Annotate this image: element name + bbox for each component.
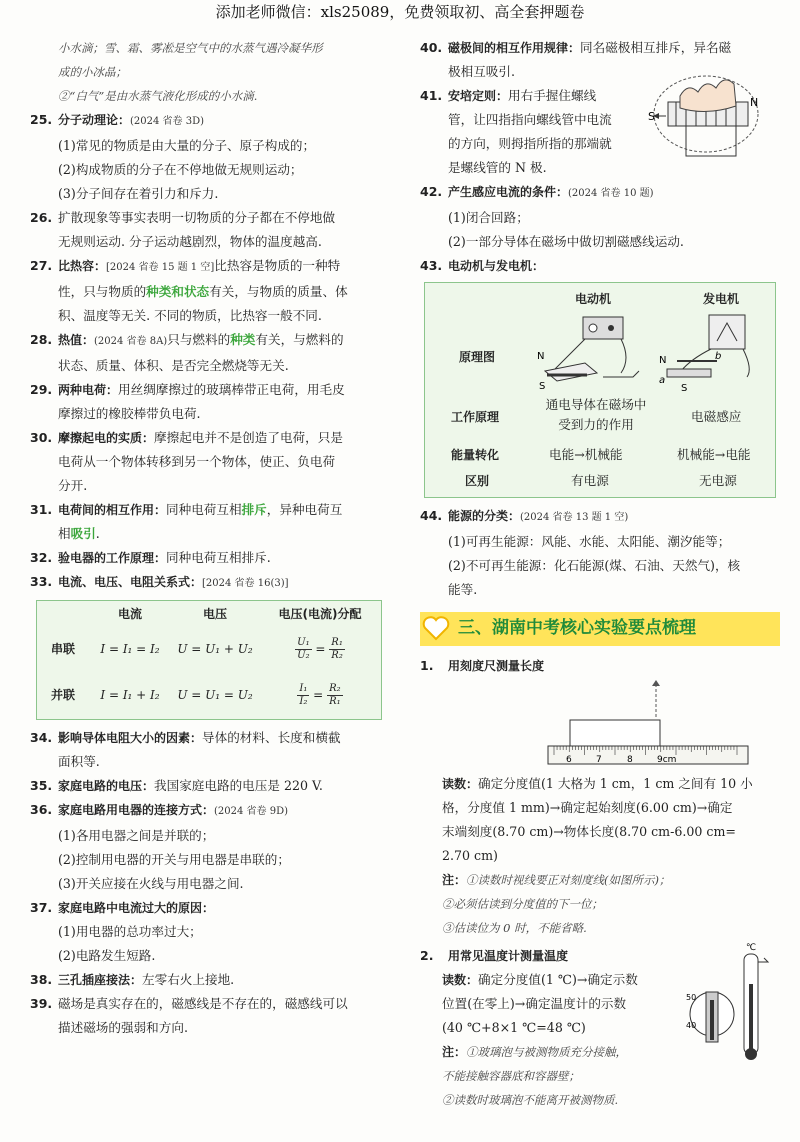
item-text: 只与燃料的 — [167, 332, 231, 347]
fraction: $\frac{\text{R₂}}{\text{R₁}}$ — [329, 682, 341, 707]
item-35 — [30, 774, 390, 798]
item-number: 36. — [30, 802, 53, 817]
item-line: (1)可再生能源：风能、水能、太阳能、潮汐能等； — [448, 534, 731, 549]
item-number: 35. — [30, 778, 53, 793]
item-line: 无规则运动. 分子运动越剧烈，物体的温度越高. — [58, 234, 322, 249]
item-number: 39. — [30, 996, 53, 1011]
item-number: 38. — [30, 972, 53, 987]
item-41 — [420, 84, 780, 180]
item-number: 26. — [30, 210, 53, 225]
ruler-tick-label: 9cm — [657, 755, 677, 765]
item-line: 摩擦过的橡胶棒带负电荷. — [58, 406, 201, 421]
item-line: (2)一部分导体在磁场中做切割磁感线运动. — [448, 234, 684, 249]
item-33 — [30, 570, 390, 596]
item-line: 极相互吸引. — [448, 64, 515, 79]
section-banner — [420, 612, 780, 646]
item-line: 格，分度值 1 mm)→确定起始刻度(6.00 cm)→确定 — [442, 800, 733, 815]
item-29 — [30, 378, 390, 426]
item-36 — [30, 798, 390, 896]
item-line: (1)各用电器之间是并联的； — [58, 828, 215, 843]
right-column — [420, 36, 780, 1107]
item-text: 确定分度值(1 大格为 1 cm，1 cm 之间有 10 小 — [478, 776, 753, 791]
item-title: 家庭电路的电压： — [58, 779, 155, 793]
scale-50-label: 50 — [686, 993, 697, 1002]
heart-icon — [422, 614, 450, 642]
item-line: (2)不可再生能源：化石能源(煤、石油、天然气)，核 — [448, 558, 741, 573]
item-title: 家庭电路中电流过大的原因： — [58, 901, 215, 915]
item-line: 电荷从一个物体转移到另一个物体，使正、负电荷 — [58, 454, 336, 469]
item-line: 面积等. — [58, 754, 100, 769]
item-line: (1)常见的物质是由大量的分子、原子构成的； — [58, 138, 316, 153]
fraction: $\frac{\text{I₁}}{\text{I₂}}$ — [299, 682, 308, 707]
item-title: 验电器的工作原理： — [58, 551, 167, 565]
fraction: $\frac{\text{U₁}}{\text{U₂}}$ — [297, 636, 310, 661]
item-title: 产生感应电流的条件： — [448, 185, 569, 199]
row-header-parallel: 并联 — [50, 688, 75, 702]
note-line: ③估读位为 0 时，不能省略. — [442, 921, 587, 935]
unit-label: ℃ — [746, 943, 757, 953]
note-text: ①读数时视线要正对刻度线(如图所示)； — [466, 873, 671, 887]
item-text: 性，只与物质的 — [58, 284, 147, 299]
item-text: 相 — [58, 526, 71, 541]
motor-energy: 电能→机械能 — [549, 447, 623, 462]
item-43 — [420, 254, 780, 278]
item-line: (40 ℃+8×1 ℃=48 ℃) — [442, 1020, 586, 1035]
item-title: 能源的分类： — [448, 509, 521, 523]
header-watermark: 添加老师微信：xls25089，免费领取初、高全套押题卷 — [215, 3, 585, 21]
pole-s-label: S — [681, 383, 688, 393]
item-25 — [30, 108, 390, 206]
right-hand-rule-figure — [646, 66, 762, 174]
item-34 — [30, 726, 390, 774]
col-header-current: 电流 — [117, 607, 142, 621]
read-label: 读数： — [442, 973, 479, 987]
item-39 — [30, 992, 390, 1040]
item-text: 确定分度值(1 ℃)→确定示数 — [478, 972, 638, 987]
note-label: 注： — [442, 873, 467, 887]
item-30 — [30, 426, 390, 498]
item-title: 三孔插座接法： — [58, 973, 143, 987]
item-number: 37. — [30, 900, 53, 915]
item-title: 电荷间的相互作用： — [58, 503, 167, 517]
item-text: 同种电荷互相 — [166, 502, 242, 517]
item-line: (2)电路发生短路. — [58, 948, 156, 963]
item-text: 有关，与物质的质量、体 — [209, 284, 348, 299]
motor-diff: 有电源 — [571, 473, 609, 488]
item-text: . — [95, 526, 100, 541]
item-line: (1)闭合回路； — [448, 210, 529, 225]
ruler-figure — [444, 678, 784, 772]
pole-n-label: N — [659, 355, 667, 366]
note-label: 注： — [442, 1045, 467, 1059]
item-number: 27. — [30, 258, 53, 273]
item-text: 比热容是物质的一种特 — [214, 258, 341, 273]
item-line: (2)构成物质的分子在不停地做无规则运动； — [58, 162, 303, 177]
item-text: 左零右火上接地. — [142, 972, 235, 987]
motor-principle-line: 受到力的作用 — [558, 417, 634, 432]
item-28 — [30, 328, 390, 378]
source-note: (2024 省卷 9D) — [214, 806, 289, 817]
col-header-ratio: 电压(电流)分配 — [278, 607, 362, 621]
source-note: [2024 省卷 16(3)] — [202, 578, 289, 589]
item-number: 2. — [420, 948, 434, 963]
highlight-text: 种类和状态 — [146, 284, 210, 299]
series-current-formula: I = I₁ = I₂ — [100, 642, 160, 656]
pole-s-label: S — [648, 110, 655, 123]
item-37 — [30, 896, 390, 968]
intro-block — [30, 36, 390, 108]
item-number: 41. — [420, 88, 443, 103]
item-number: 28. — [30, 332, 53, 347]
intro-line: 成的小冰晶； — [58, 65, 127, 79]
item-text: ，异种电荷互 — [266, 502, 343, 517]
item-line: 位置(在零上)→确定温度计的示数 — [442, 996, 627, 1011]
item-title: 影响导体电阻大小的因素： — [58, 731, 203, 745]
item-line: 能等. — [448, 582, 478, 597]
source-note: (2024 省卷 13 题 1 空) — [520, 512, 629, 523]
item-text: 同种电荷互相排斥. — [166, 550, 271, 565]
item-text: 用右手握住螺线 — [508, 88, 597, 103]
section-title: 三、湖南中考核心实验要点梳理 — [458, 618, 696, 638]
col-header-motor: 电动机 — [575, 292, 612, 306]
parallel-ratio-formula — [259, 671, 381, 719]
col-header-generator: 发电机 — [703, 292, 740, 306]
item-title: 分子动理论： — [58, 113, 131, 127]
ruler-reading-block — [420, 772, 780, 940]
item-text: 导体的材料、长度和横截 — [202, 730, 341, 745]
generator-energy: 机械能→电能 — [677, 447, 751, 462]
motor-principle — [541, 395, 651, 435]
row-header-energy: 能量转化 — [451, 448, 500, 462]
item-line: 分开. — [58, 478, 88, 493]
intro-line: 小水滴；雪、霜、雾凇是空气中的水蒸气遇冷凝华形 — [58, 41, 323, 55]
row-header-series: 串联 — [50, 642, 75, 656]
item-32 — [30, 546, 390, 570]
generator-principle: 电磁感应 — [691, 409, 742, 424]
point-b-label: b — [715, 351, 722, 362]
generator-diff: 无电源 — [699, 473, 737, 488]
item-number: 43. — [420, 258, 443, 273]
item-title: 安培定则： — [448, 89, 509, 103]
item-line: 2.70 cm) — [442, 848, 498, 863]
experiment-1 — [420, 654, 780, 678]
circuit-table — [36, 600, 382, 720]
thermometer-figure — [682, 942, 778, 1070]
item-42 — [420, 180, 780, 254]
item-number: 31. — [30, 502, 53, 517]
parallel-voltage-formula: U = U₁ = U₂ — [177, 688, 253, 702]
item-line: 磁场是真实存在的，磁感线是不存在的，磁感线可以 — [58, 996, 348, 1011]
item-title: 家庭电路用电器的连接方式： — [58, 803, 215, 817]
pole-n-label: N — [750, 96, 759, 109]
ruler-tick-label: 8 — [627, 755, 633, 765]
item-line: 状态、质量、体积、是否完全燃烧等无关. — [58, 358, 289, 373]
item-title: 用刻度尺测量长度 — [448, 659, 545, 673]
item-line: (3)分子间存在着引力和斥力. — [58, 186, 219, 201]
ruler-tick-label: 7 — [596, 755, 602, 765]
item-number: 42. — [420, 184, 443, 199]
item-number: 34. — [30, 730, 53, 745]
item-text: 有关，与燃料的 — [255, 332, 344, 347]
note-line: ②必须估读到分度值的下一位； — [442, 897, 603, 911]
pole-n-label: N — [537, 351, 545, 362]
item-line: (2)控制用电器的开关与用电器是串联的； — [58, 852, 290, 867]
item-line: (1)用电器的总功率过大； — [58, 924, 202, 939]
point-a-label: a — [659, 375, 666, 386]
motor-principle-line: 通电导体在磁场中 — [545, 397, 647, 412]
item-line: (3)开关应接在火线与用电器之间. — [58, 876, 244, 891]
intro-line: ②“白气”是由水蒸气液化形成的小水滴. — [58, 89, 258, 103]
item-title: 摩擦起电的实质： — [58, 431, 155, 445]
source-note: (2024 省卷 10 题) — [568, 188, 654, 199]
item-line: 末端刻度(8.70 cm)→物体长度(8.70 cm-6.00 cm= — [442, 824, 736, 839]
motor-generator-table — [424, 282, 776, 498]
item-line: 扩散现象等事实表明一切物质的分子都在不停地做 — [58, 210, 336, 225]
circuit-table-grid — [37, 601, 381, 719]
highlight-text: 排斥 — [241, 502, 267, 517]
row-header-principle: 工作原理 — [451, 410, 500, 424]
item-number: 40. — [420, 40, 443, 55]
source-note: (2024 省卷 3D) — [130, 116, 205, 127]
pole-s-label: S — [539, 381, 546, 392]
scale-40-label: 40 — [686, 1021, 697, 1030]
note-line: ②读数时玻璃泡不能离开被测物质. — [442, 1093, 619, 1107]
ruler-tick-label: 6 — [566, 755, 572, 765]
item-title: 用常见温度计测量温度 — [448, 949, 569, 963]
item-number: 33. — [30, 574, 53, 589]
item-26 — [30, 206, 390, 254]
item-line: 是螺线管的 N 极. — [448, 160, 547, 175]
note-line: 不能接触容器底和容器壁； — [442, 1069, 580, 1083]
source-note: [2024 省卷 15 题 1 空] — [106, 262, 215, 273]
item-text: 摩擦起电并不是创造了电荷，只是 — [154, 430, 343, 445]
item-line: 管，让四指指向螺线管中电流 — [448, 112, 612, 127]
item-line: 积、温度等无关. 不同的物质，比热容一般不同. — [58, 308, 322, 323]
item-line: 描述磁场的强弱和方向. — [58, 1020, 188, 1035]
item-38 — [30, 968, 390, 992]
item-title: 电动机与发电机： — [448, 259, 545, 273]
generator-diagram — [657, 311, 773, 393]
item-text: 用丝绸摩擦过的玻璃棒带正电荷，用毛皮 — [118, 382, 345, 397]
item-text: 同名磁极相互排斥，异名磁 — [580, 40, 732, 55]
col-header-voltage: 电压 — [202, 607, 227, 621]
item-number: 32. — [30, 550, 53, 565]
item-31 — [30, 498, 390, 546]
item-title: 磁极间的相互作用规律： — [448, 41, 581, 55]
item-title: 两种电荷： — [58, 383, 119, 397]
item-line: 的方向，则拇指所指的那端就 — [448, 136, 612, 151]
item-number: 25. — [30, 112, 53, 127]
item-title: 热值： — [58, 333, 95, 347]
item-number: 29. — [30, 382, 53, 397]
item-27 — [30, 254, 390, 328]
item-44 — [420, 504, 780, 602]
row-header-diagram: 原理图 — [459, 350, 496, 364]
item-number: 30. — [30, 430, 53, 445]
left-column — [30, 36, 390, 1040]
item-title: 比热容： — [58, 259, 107, 273]
note-text: ①玻璃泡与被测物质充分接触， — [466, 1045, 628, 1059]
row-header-diff: 区别 — [465, 474, 490, 488]
item-title: 电流、电压、电阻关系式： — [58, 575, 203, 589]
series-voltage-formula: U = U₁ + U₂ — [177, 642, 253, 656]
read-label: 读数： — [442, 777, 479, 791]
fraction: $\frac{\text{R₁}}{\text{R₂}}$ — [331, 636, 343, 661]
series-ratio-formula — [259, 627, 381, 671]
motor-diagram — [525, 311, 649, 393]
highlight-text: 吸引 — [70, 526, 96, 541]
source-note: (2024 省卷 8A) — [94, 336, 168, 347]
item-text: 我国家庭电路的电压是 220 V. — [154, 778, 323, 793]
item-number: 1. — [420, 658, 434, 673]
equals-sign: = — [315, 641, 326, 656]
equals-sign: = — [313, 687, 324, 702]
highlight-text: 种类 — [230, 332, 256, 347]
parallel-current-formula: I = I₁ + I₂ — [100, 688, 160, 702]
item-number: 44. — [420, 508, 443, 523]
